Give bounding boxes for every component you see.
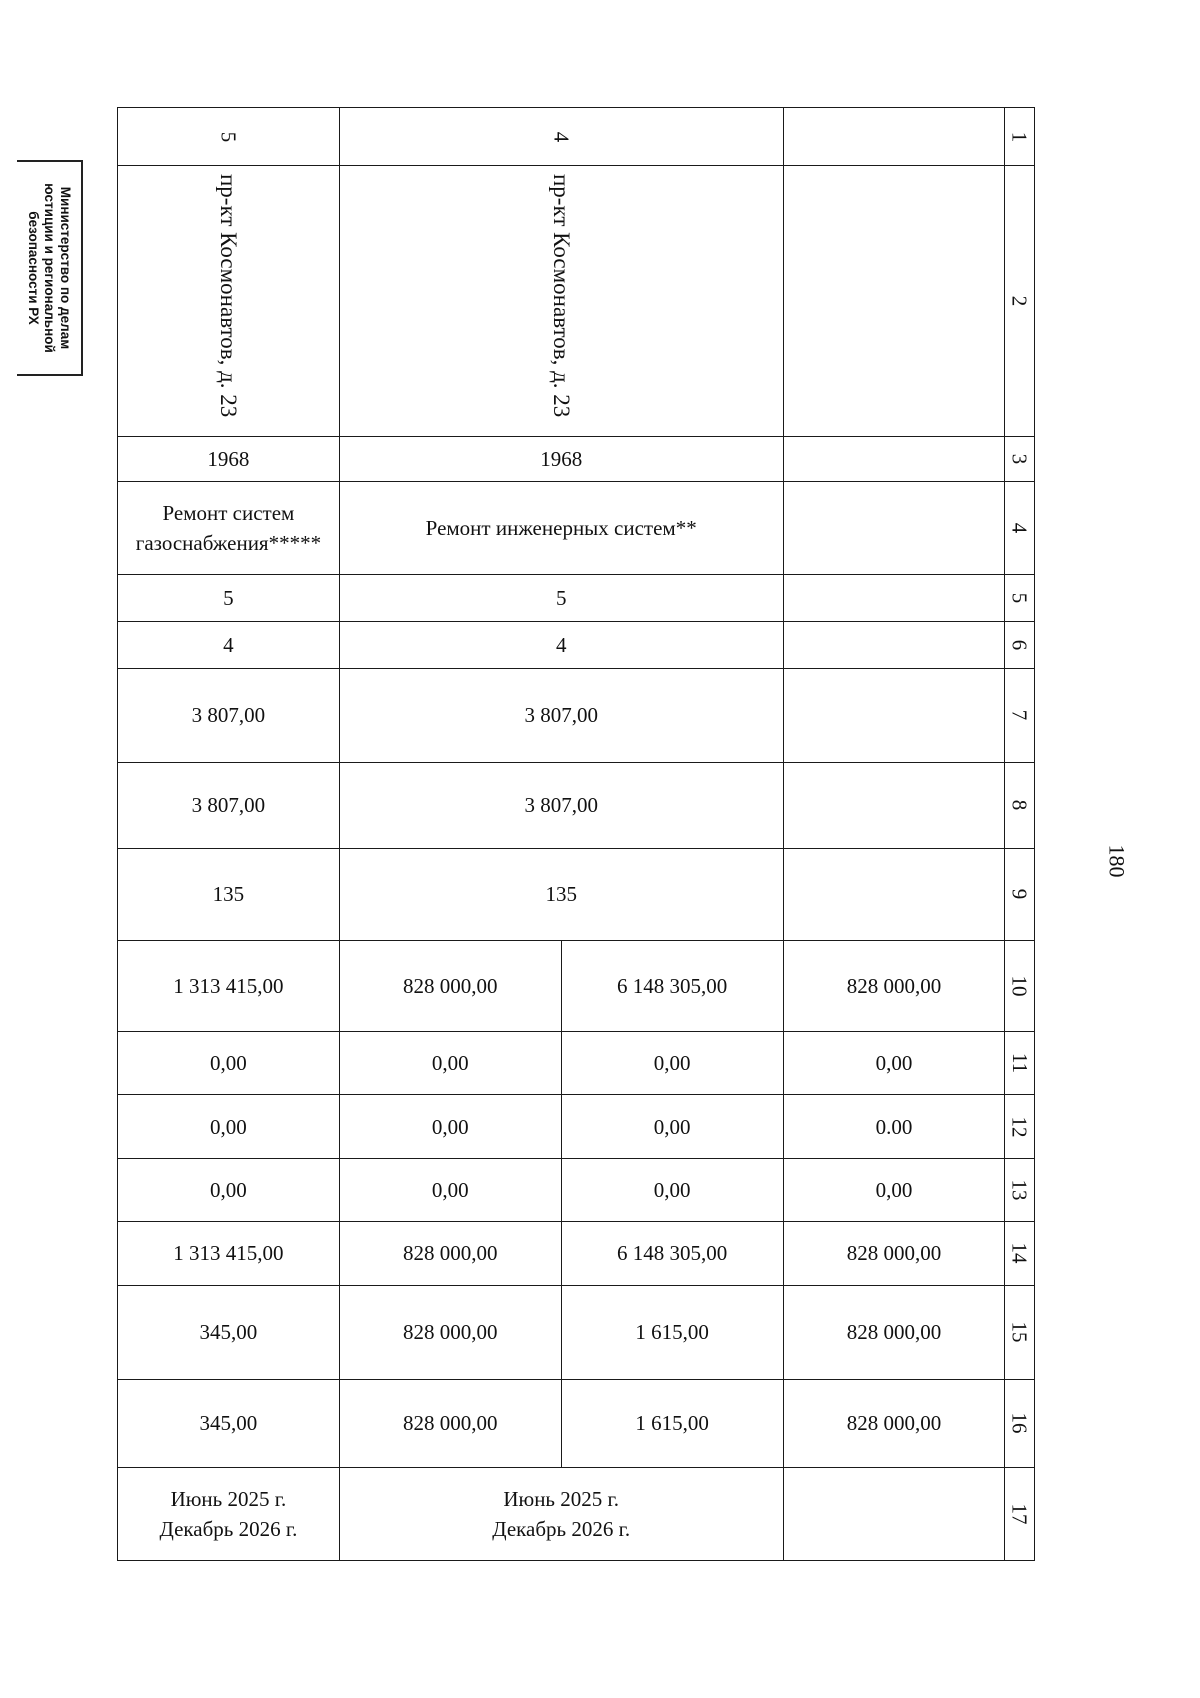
- address-text: пр-кт Космонавтов, д. 23: [216, 174, 242, 418]
- cell: 828 000,00: [339, 1379, 561, 1467]
- cell: [783, 108, 1005, 166]
- table-row: [118, 1095, 1035, 1158]
- cell: 0,00: [339, 1031, 561, 1094]
- cell: 828 000,00: [339, 1285, 561, 1379]
- cell: 0,00: [339, 1095, 561, 1158]
- cell: 6 148 305,00: [561, 940, 783, 1031]
- cell: 4: [118, 621, 340, 668]
- cell: 345,00: [118, 1379, 340, 1467]
- table-row: [118, 1031, 1035, 1094]
- cell: 0,00: [783, 1031, 1005, 1094]
- cell: 135: [118, 848, 340, 940]
- cell: 828 000,00: [783, 1285, 1005, 1379]
- cell: [339, 166, 783, 437]
- cell: 828 000,00: [339, 940, 561, 1031]
- cell: 1 313 415,00: [118, 1222, 340, 1285]
- table-row: [118, 482, 1035, 574]
- table-row: [118, 1467, 1035, 1560]
- cell: 0,00: [339, 1158, 561, 1221]
- cell: [783, 762, 1005, 848]
- column-number: 14: [1005, 1222, 1035, 1285]
- cell: 5: [339, 574, 783, 621]
- table-row: [118, 1379, 1035, 1467]
- column-number: 17: [1005, 1467, 1035, 1560]
- cell: 4: [339, 621, 783, 668]
- table-row: [118, 437, 1035, 482]
- cell: [118, 166, 340, 437]
- cell: Июнь 2025 г. Декабрь 2026 г.: [118, 1467, 340, 1560]
- table-row: [118, 848, 1035, 940]
- column-number: 13: [1005, 1158, 1035, 1221]
- data-table: [117, 107, 1035, 1561]
- cell: 3 807,00: [339, 762, 783, 848]
- cell: 135: [339, 848, 783, 940]
- column-number: 11: [1005, 1031, 1035, 1094]
- cell: 0,00: [561, 1095, 783, 1158]
- table-row: [118, 1158, 1035, 1221]
- cell: 0,00: [561, 1031, 783, 1094]
- cell: 828 000,00: [783, 1222, 1005, 1285]
- table-row: [118, 762, 1035, 848]
- table-row: [118, 668, 1035, 762]
- cell: 0,00: [561, 1158, 783, 1221]
- table-row: [118, 574, 1035, 621]
- column-number: 6: [1005, 621, 1035, 668]
- cell: 6 148 305,00: [561, 1222, 783, 1285]
- cell: 1 615,00: [561, 1379, 783, 1467]
- cell: 3 807,00: [339, 668, 783, 762]
- cell: 828 000,00: [783, 940, 1005, 1031]
- ministry-stamp: [17, 160, 83, 376]
- column-number: 2: [1005, 166, 1035, 437]
- table-row: [118, 940, 1035, 1031]
- cell: 1968: [118, 437, 340, 482]
- column-number: 15: [1005, 1285, 1035, 1379]
- table-row: [118, 621, 1035, 668]
- stamp-text: Министерство по делам юстиции и региональной безопасности РХ: [26, 183, 73, 353]
- cell-text: 5: [216, 131, 241, 142]
- cell-text: 4: [549, 131, 574, 142]
- cell: [783, 1467, 1005, 1560]
- column-number: 5: [1005, 574, 1035, 621]
- cell: [783, 621, 1005, 668]
- cell: 0,00: [118, 1031, 340, 1094]
- cell: 828 000,00: [783, 1379, 1005, 1467]
- address-text: пр-кт Космонавтов, д. 23: [549, 174, 575, 418]
- cell: [783, 437, 1005, 482]
- cell: [339, 108, 783, 166]
- cell: 3 807,00: [118, 668, 340, 762]
- cell: 1968: [339, 437, 783, 482]
- column-number: 12: [1005, 1095, 1035, 1158]
- cell: Июнь 2025 г. Декабрь 2026 г.: [339, 1467, 783, 1560]
- column-number: 8: [1005, 762, 1035, 848]
- cell: 0,00: [118, 1095, 340, 1158]
- cell: 0,00: [783, 1158, 1005, 1221]
- table-row: [118, 1222, 1035, 1285]
- page-number: 180: [1104, 844, 1130, 878]
- column-number: 7: [1005, 668, 1035, 762]
- column-number: 1: [1005, 108, 1035, 166]
- cell: [118, 108, 340, 166]
- cell: 828 000,00: [339, 1222, 561, 1285]
- cell: Ремонт инженерных систем**: [339, 482, 783, 574]
- cell: [783, 166, 1005, 437]
- table-row: [118, 108, 1035, 166]
- cell: 0.00: [783, 1095, 1005, 1158]
- cell: 1 615,00: [561, 1285, 783, 1379]
- cell: 345,00: [118, 1285, 340, 1379]
- cell: [783, 482, 1005, 574]
- cell: Ремонт систем газоснабжения*****: [118, 482, 340, 574]
- column-number: 16: [1005, 1379, 1035, 1467]
- cell: 3 807,00: [118, 762, 340, 848]
- column-number: 4: [1005, 482, 1035, 574]
- table-row: [118, 166, 1035, 437]
- table-row: [118, 1285, 1035, 1379]
- column-number: 3: [1005, 437, 1035, 482]
- column-number: 9: [1005, 848, 1035, 940]
- cell: 0,00: [118, 1158, 340, 1221]
- cell: 5: [118, 574, 340, 621]
- cell: 1 313 415,00: [118, 940, 340, 1031]
- column-number: 10: [1005, 940, 1035, 1031]
- cell: [783, 574, 1005, 621]
- cell: [783, 848, 1005, 940]
- cell: [783, 668, 1005, 762]
